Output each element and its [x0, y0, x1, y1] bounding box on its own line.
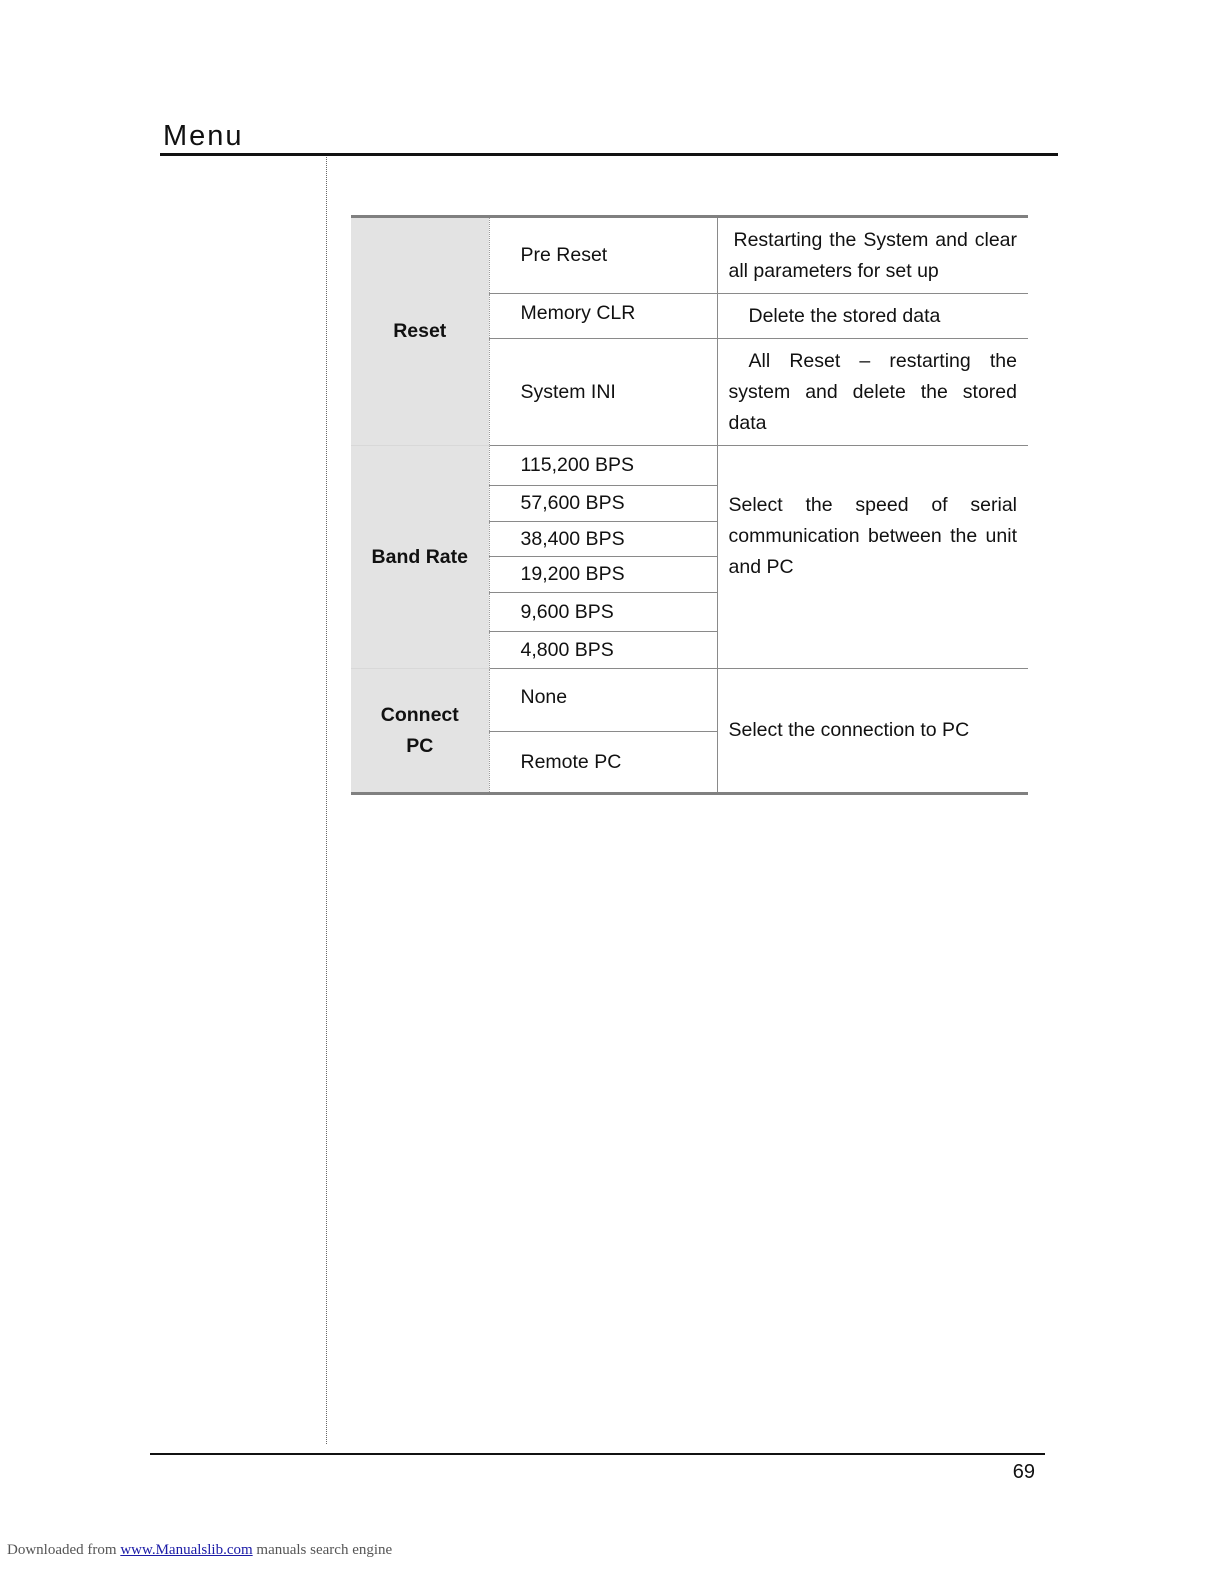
option-baud-19200: 19,200 BPS [489, 557, 717, 593]
option-baud-57600: 57,600 BPS [489, 486, 717, 522]
option-baud-9600: 9,600 BPS [489, 593, 717, 632]
table-row [351, 217, 1028, 294]
category-connect-pc [351, 669, 489, 794]
download-suffix: manuals search engine [256, 1542, 393, 1558]
option-baud-4800: 4,800 BPS [489, 632, 717, 669]
option-baud-115200: 115,200 BPS [489, 446, 717, 486]
category-connect-pc-line2: PC [406, 734, 434, 757]
manualslib-link[interactable]: www.Manualslib.com [120, 1542, 253, 1558]
description-system-ini: All Reset – restarting the system and delete the stored data [717, 339, 1028, 446]
category-reset: Reset [351, 217, 489, 446]
option-pre-reset: Pre Reset [489, 217, 717, 294]
download-prefix: Downloaded from [7, 1542, 117, 1558]
description-pre-reset: Restarting the System and clear all parameters for set up [717, 217, 1028, 294]
table-row [351, 669, 1028, 732]
download-note [7, 1542, 392, 1559]
category-band-rate: Band Rate [351, 446, 489, 669]
footer-rule [150, 1453, 1045, 1455]
description-memory-clr: Delete the stored data [717, 294, 1028, 339]
description-connect-pc: Select the connection to PC [728, 719, 970, 741]
option-none: None [489, 669, 717, 732]
page-number: 69 [1012, 1461, 1035, 1483]
description-band-rate: Select the speed of serial communication between the unit and PC [717, 446, 1028, 669]
option-memory-clr: Memory CLR [489, 294, 717, 339]
option-system-ini: System INI [489, 339, 717, 446]
option-baud-38400: 38,400 BPS [489, 522, 717, 557]
table-row [351, 446, 1028, 486]
category-connect-pc-line1: Connect [380, 703, 459, 726]
option-remote-pc: Remote PC [489, 732, 717, 794]
menu-settings-table [351, 215, 1028, 795]
margin-dotted-line [326, 157, 327, 1444]
title-rule [160, 153, 1058, 156]
section-title: Menu [163, 120, 244, 152]
